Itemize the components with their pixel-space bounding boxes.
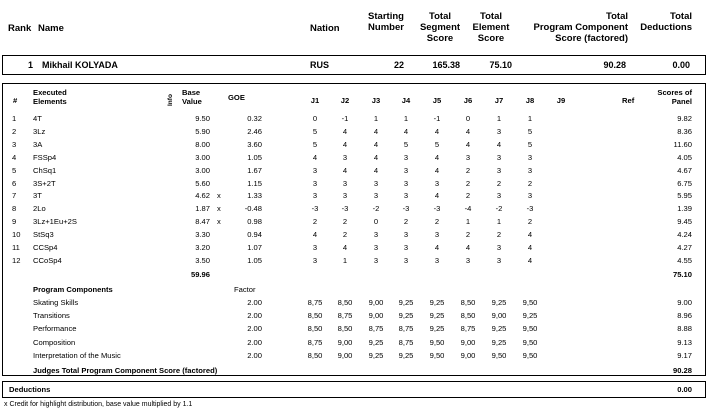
judge-score: 5 — [527, 126, 533, 136]
judge-score: 3 — [373, 178, 379, 188]
judge-score: 2 — [527, 178, 533, 188]
judge-score: 3 — [496, 243, 502, 252]
component-judge-score: 9,25 — [429, 311, 445, 321]
judge-score: 1 — [342, 255, 348, 265]
element-panel-score: 5.95 — [677, 191, 692, 201]
skater-starting-number: 22 — [393, 60, 404, 70]
component-judge-score: 9,00 — [460, 350, 476, 360]
element-panel-score: 11.60 — [673, 139, 692, 149]
judge-score: 2 — [465, 165, 471, 175]
component-factor: 2.00 — [247, 350, 262, 360]
component-score-header: Total Program Component Score (factored) — [533, 11, 628, 44]
element-number: 1 — [12, 114, 17, 123]
element-number: 5 — [12, 165, 17, 175]
component-judge-score: 9,25 — [491, 298, 507, 307]
judge-score: 2 — [527, 217, 533, 227]
segment-score-header: Total Segment Score — [419, 11, 461, 44]
judge-score: 3 — [403, 178, 409, 188]
component-panel-score: 8.96 — [677, 311, 692, 321]
judge-score: -3 — [341, 204, 349, 214]
element-base-value: 9.50 — [195, 114, 210, 123]
judge-score: 2 — [312, 217, 318, 227]
element-name: 3S+2T — [33, 178, 56, 188]
judge-score: 4 — [527, 255, 533, 265]
element-base-value: 3.50 — [195, 255, 210, 265]
component-judge-score: 8,50 — [307, 311, 323, 321]
skater-segment-score: 165.38 — [432, 60, 460, 70]
judge-score: -1 — [341, 114, 349, 123]
element-name: 3Lz — [33, 126, 46, 136]
element-name: CCoSp4 — [33, 255, 62, 265]
judge-score: 3 — [403, 255, 409, 265]
judge-score: 4 — [342, 139, 348, 149]
component-name: Performance — [33, 324, 77, 334]
component-judge-score: 8,50 — [307, 350, 323, 360]
judge-score: 3 — [496, 126, 502, 136]
components-title: Program Components — [33, 285, 113, 294]
judge-score: 1 — [496, 217, 502, 227]
judge-header-5: J5 — [432, 96, 442, 105]
judge-score: 4 — [403, 126, 409, 136]
judge-score: -3 — [402, 204, 410, 214]
col-info-header: Info — [167, 94, 174, 106]
component-judge-score: 8,75 — [398, 337, 414, 347]
judge-score: 5 — [312, 126, 318, 136]
judge-score: 4 — [373, 152, 379, 162]
judge-score: 3 — [403, 230, 409, 240]
judge-score: -2 — [495, 204, 503, 214]
judge-score: 5 — [403, 139, 409, 149]
element-goe: 2.46 — [247, 126, 262, 136]
component-judge-score: 9,00 — [368, 298, 384, 307]
component-factor: 2.00 — [247, 311, 262, 321]
element-goe: 0.98 — [247, 217, 262, 227]
judge-score: 4 — [342, 165, 348, 175]
element-base-value: 8.00 — [195, 139, 210, 149]
component-judge-score: 8,75 — [307, 298, 323, 307]
judge-score: 3 — [403, 191, 409, 201]
element-number: 4 — [12, 152, 17, 162]
judge-score: 3 — [496, 152, 502, 162]
judge-score: 0 — [465, 114, 471, 123]
judge-score: 3 — [465, 255, 471, 265]
element-base-value: 5.90 — [195, 126, 210, 136]
component-judge-score: 9,50 — [522, 350, 538, 360]
element-name: 3A — [33, 139, 43, 149]
judge-score: 3 — [465, 152, 471, 162]
judge-score: 3 — [373, 191, 379, 201]
component-judge-score: 8,75 — [368, 324, 384, 334]
element-base-value: 4.62 — [195, 191, 210, 201]
component-panel-score: 9.13 — [677, 337, 692, 347]
element-number: 3 — [12, 139, 17, 149]
judge-score: 3 — [403, 165, 409, 175]
component-judge-score: 9,50 — [429, 337, 445, 347]
skater-rank: 1 — [28, 60, 34, 70]
element-goe: 1.07 — [247, 243, 262, 252]
element-name: 3Lz+1Eu+2S — [33, 217, 77, 227]
component-judge-score: 8,75 — [337, 311, 353, 321]
col-ref-header: Ref — [622, 96, 635, 105]
judge-score: 5 — [312, 139, 318, 149]
skater-component-score: 90.28 — [603, 60, 626, 70]
col-executed-header: Executed Elements — [33, 88, 67, 106]
component-judge-score: 8,50 — [460, 298, 476, 307]
component-judge-score: 9,00 — [337, 350, 353, 360]
skater-nation: RUS — [310, 60, 330, 70]
name-header: Name — [38, 23, 64, 34]
element-bonus-mark: x — [217, 204, 221, 214]
element-base-value: 3.00 — [195, 152, 210, 162]
element-name: CCSp4 — [33, 243, 58, 252]
element-panel-score: 4.67 — [677, 165, 692, 175]
judge-header-2: J2 — [340, 96, 350, 105]
judge-score: 2 — [434, 217, 440, 227]
deductions-value: 0.00 — [677, 385, 692, 394]
component-judge-score: 9,50 — [522, 298, 538, 307]
judge-score: 4 — [434, 152, 440, 162]
judge-score: 1 — [465, 217, 471, 227]
judge-score: 4 — [496, 139, 502, 149]
element-base-value: 3.00 — [195, 165, 210, 175]
element-panel-score: 6.75 — [677, 178, 692, 188]
col-goe-header: GOE — [228, 93, 245, 102]
judge-score: -3 — [311, 204, 319, 214]
judge-score: 3 — [342, 152, 348, 162]
judge-score: 2 — [342, 230, 348, 240]
judge-header-1: J1 — [310, 96, 320, 105]
element-goe: 0.94 — [247, 230, 262, 240]
footnote: x Credit for highlight distribution, base value multiplied by 1.1 — [4, 401, 193, 408]
judge-score: 3 — [527, 165, 533, 175]
element-goe: 1.67 — [247, 165, 262, 175]
component-judge-score: 9,50 — [522, 324, 538, 334]
base-value-total: 59.96 — [190, 270, 210, 279]
judge-score: 5 — [434, 139, 440, 149]
element-bonus-mark: x — [217, 191, 221, 201]
judge-header-4: J4 — [401, 96, 411, 105]
judge-score: 4 — [434, 191, 440, 201]
component-judge-score: 8,50 — [337, 324, 353, 334]
judge-score: 4 — [434, 243, 440, 252]
judge-score: 2 — [496, 230, 502, 240]
col-num-header: # — [13, 96, 18, 105]
deductions-label: Deductions — [9, 385, 51, 394]
judge-score: 3 — [496, 191, 502, 201]
judge-score: 4 — [342, 126, 348, 136]
component-judge-score: 9,25 — [429, 324, 445, 334]
element-number: 7 — [12, 191, 17, 201]
components-factor-header: Factor — [234, 285, 256, 294]
element-base-value: 5.60 — [195, 178, 210, 188]
component-judge-score: 9,25 — [398, 298, 414, 307]
judge-score: 2 — [465, 191, 471, 201]
judge-score: 3 — [312, 165, 318, 175]
component-factor: 2.00 — [247, 298, 262, 307]
judge-header-3: J3 — [371, 96, 381, 105]
component-panel-score: 9.17 — [677, 350, 692, 360]
judge-score: 1 — [496, 114, 502, 123]
judge-score: -1 — [433, 114, 441, 123]
rank-header: Rank — [8, 23, 32, 34]
judge-score: 3 — [434, 230, 440, 240]
skater-deductions: 0.00 — [672, 60, 690, 70]
judge-header-6: J6 — [463, 96, 473, 105]
element-goe: 3.60 — [247, 139, 262, 149]
component-judge-score: 9,00 — [337, 337, 353, 347]
judge-score: 2 — [496, 178, 502, 188]
judge-score: 1 — [373, 114, 379, 123]
judge-score: 4 — [373, 139, 379, 149]
judge-score: 3 — [403, 243, 409, 252]
components-total-label: Judges Total Program Component Score (factored) — [33, 366, 218, 375]
component-judge-score: 8,50 — [307, 324, 323, 334]
judge-score: 3 — [527, 152, 533, 162]
element-base-value: 1.87 — [195, 204, 210, 214]
judge-score: 0 — [312, 114, 318, 123]
nation-header: Nation — [310, 23, 340, 34]
element-name: 4T — [33, 114, 42, 123]
component-judge-score: 9,25 — [491, 324, 507, 334]
judge-score: 2 — [465, 230, 471, 240]
component-judge-score: 9,25 — [368, 337, 384, 347]
judge-score: 4 — [527, 243, 533, 252]
judge-score: 3 — [373, 255, 379, 265]
element-name: 2Lo — [33, 204, 46, 214]
element-number: 6 — [12, 178, 17, 188]
element-goe: 1.05 — [247, 152, 262, 162]
judge-score: 4 — [434, 126, 440, 136]
judge-score: 4 — [465, 126, 471, 136]
element-goe: 0.32 — [247, 114, 262, 123]
col-panel-header: Scores of Panel — [657, 88, 692, 106]
skater-element-score: 75.10 — [489, 60, 512, 70]
element-number: 12 — [12, 255, 21, 265]
judge-score: 3 — [373, 243, 379, 252]
element-panel-score: 1.39 — [677, 204, 692, 214]
judge-score: 3 — [312, 191, 318, 201]
element-panel-score: 4.05 — [677, 152, 692, 162]
component-judge-score: 9,25 — [368, 350, 384, 360]
component-judge-score: 9,00 — [491, 311, 507, 321]
judge-score: 3 — [496, 165, 502, 175]
component-judge-score: 8,50 — [337, 298, 353, 307]
component-judge-score: 9,50 — [429, 350, 445, 360]
component-judge-score: 9,50 — [491, 350, 507, 360]
component-judge-score: 9,25 — [429, 298, 445, 307]
judge-score: -2 — [372, 204, 380, 214]
judge-score: 2 — [342, 217, 348, 227]
judge-score: 3 — [434, 255, 440, 265]
component-factor: 2.00 — [247, 337, 262, 347]
components-total: 90.28 — [672, 366, 692, 375]
judge-score: 5 — [527, 139, 533, 149]
component-judge-score: 9,25 — [522, 311, 538, 321]
deductions-box — [2, 381, 706, 398]
component-judge-score: 9,25 — [398, 350, 414, 360]
judge-score: 4 — [312, 230, 318, 240]
element-base-value: 3.30 — [195, 230, 210, 240]
element-panel-score: 9.45 — [677, 217, 692, 227]
component-judge-score: 8,50 — [460, 311, 476, 321]
judge-score: 3 — [342, 178, 348, 188]
component-judge-score: 9,25 — [398, 311, 414, 321]
judge-score: -3 — [433, 204, 441, 214]
starting-number-header: Starting Number — [368, 11, 404, 33]
judge-score: 1 — [403, 114, 409, 123]
element-panel-score: 8.36 — [677, 126, 692, 136]
judge-score: 4 — [465, 243, 471, 252]
element-number: 9 — [12, 217, 17, 227]
judge-score: 4 — [434, 165, 440, 175]
element-name: ChSq1 — [33, 165, 57, 175]
component-name: Composition — [33, 337, 76, 347]
component-judge-score: 8,75 — [398, 324, 414, 334]
judge-score: 1 — [527, 114, 533, 123]
element-number: 8 — [12, 204, 17, 214]
element-number: 2 — [12, 126, 17, 136]
judge-score: -4 — [464, 204, 472, 214]
judge-score: 3 — [312, 178, 318, 188]
element-name: FSSp4 — [33, 152, 57, 162]
element-panel-score: 9.82 — [677, 114, 692, 123]
skater-name: Mikhail KOLYADA — [42, 60, 118, 70]
element-base-value: 8.47 — [195, 217, 210, 227]
component-judge-score: 9,00 — [460, 337, 476, 347]
judge-score: 2 — [403, 217, 409, 227]
judge-score: 3 — [312, 255, 318, 265]
judge-score: 4 — [342, 243, 348, 252]
judge-score: 4 — [373, 126, 379, 136]
judge-score: 3 — [403, 152, 409, 162]
judge-score: 4 — [373, 165, 379, 175]
judge-score: 3 — [312, 243, 318, 252]
judge-score: 3 — [373, 230, 379, 240]
judge-score: -3 — [526, 204, 534, 214]
judge-score: 3 — [527, 191, 533, 201]
component-panel-score: 9.00 — [677, 298, 692, 307]
element-panel-score: 4.24 — [677, 230, 692, 240]
judge-header-7: J7 — [494, 96, 504, 105]
elements-total: 75.10 — [672, 270, 692, 279]
element-goe: 1.15 — [247, 178, 262, 188]
col-base-header: Base Value — [182, 88, 202, 106]
element-goe: -0.48 — [244, 204, 262, 214]
judge-header-9: J9 — [556, 96, 566, 105]
component-judge-score: 9,50 — [522, 337, 538, 347]
element-name: StSq3 — [33, 230, 54, 240]
element-panel-score: 4.55 — [677, 255, 692, 265]
component-judge-score: 8,75 — [460, 324, 476, 334]
judge-score: 4 — [465, 139, 471, 149]
judge-score: 3 — [496, 255, 502, 265]
judge-score: 4 — [527, 230, 533, 240]
element-goe: 1.05 — [247, 255, 262, 265]
deductions-header: Total Deductions — [640, 11, 692, 33]
component-judge-score: 9,25 — [491, 337, 507, 347]
element-number: 10 — [12, 230, 21, 240]
element-number: 11 — [12, 243, 20, 252]
element-panel-score: 4.27 — [677, 243, 692, 252]
component-panel-score: 8.88 — [677, 324, 692, 334]
component-judge-score: 9,00 — [368, 311, 384, 321]
component-factor: 2.00 — [247, 324, 262, 334]
judge-header-8: J8 — [525, 96, 535, 105]
element-bonus-mark: x — [217, 217, 221, 227]
judge-score: 3 — [434, 178, 440, 188]
judge-score: 2 — [465, 178, 471, 188]
judge-score: 4 — [312, 152, 318, 162]
element-score-header: Total Element Score — [472, 11, 510, 44]
component-judge-score: 8,75 — [307, 337, 323, 347]
element-base-value: 3.20 — [195, 243, 210, 252]
component-name: Transitions — [33, 311, 70, 321]
judge-score: 0 — [373, 217, 379, 227]
component-name: Interpretation of the Music — [33, 350, 121, 360]
judge-score: 3 — [342, 191, 348, 201]
element-goe: 1.33 — [247, 191, 262, 201]
component-name: Skating Skills — [33, 298, 79, 307]
element-name: 3T — [33, 191, 42, 201]
